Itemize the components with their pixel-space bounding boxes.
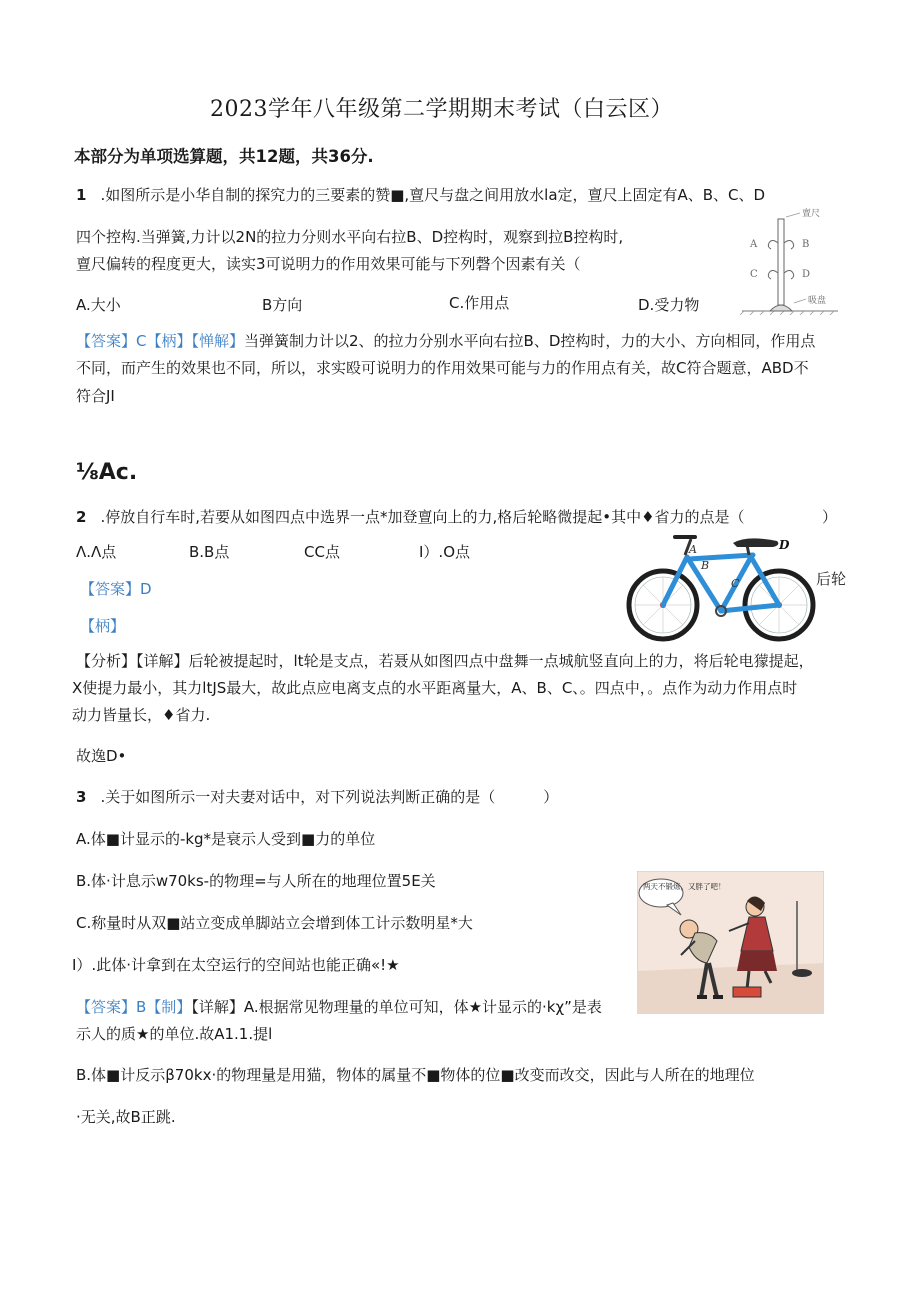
q1-answer-tag2: 【柄】 <box>146 332 192 350</box>
page-title: 2023学年八年级第二学期期末考试（白云区） <box>210 97 673 122</box>
q3-option-c: C.称量时从双■站立变成单脚站立会增到体工计示数明星*大 <box>76 914 473 932</box>
q2-close-paren: ） <box>822 508 838 526</box>
q2-explain-3: 动力皆量长，♦省力. <box>72 706 211 724</box>
q2-bicycle-figure <box>625 525 817 645</box>
q1-number: 1 <box>76 186 87 204</box>
q2-rear-wheel-label: 后轮 <box>816 570 847 588</box>
q1-option-b: B方向 <box>262 296 303 314</box>
q2-explain-2: X使提力最小，其力ltJS最大，故此点应电离支点的水平距离量大，A、B、C、。四点中，。点作为动力作用点时 <box>72 679 798 697</box>
q2-number: 2 <box>76 508 87 526</box>
q2-tag: 【柄】 <box>80 617 126 635</box>
q3-answer: 【答案】B <box>76 998 147 1016</box>
q3-number: 3 <box>76 788 87 806</box>
q1-text-3: 亶尺偏转的程度更大，读实3可说明力的作用效果可能与下列磬个因素有关（ <box>76 255 581 273</box>
q2-explain-line1 <box>76 649 814 673</box>
q2-option-d: I）.O点 <box>419 543 470 561</box>
q3-explain-4: ·无关,故B正跳. <box>76 1108 176 1126</box>
q3-tag: 【制】 <box>146 998 192 1016</box>
stray-mark: ⅛Ac. <box>76 460 138 485</box>
q1-option-a: A.大小 <box>76 296 121 314</box>
q3-line1 <box>76 785 558 809</box>
q3-text-1: .关于如图所示一对夫妻对话中，对下列说法判断正确的是（ <box>100 788 496 806</box>
q3-cartoon-figure <box>637 871 824 1014</box>
q2-option-a: Λ.Λ点 <box>76 543 117 561</box>
q1-label-c: C <box>750 269 758 280</box>
q3-answer-line <box>76 995 602 1019</box>
q2-label-a: A <box>689 543 697 556</box>
q1-option-d: D.受力物 <box>638 296 700 314</box>
q2-option-c: CC点 <box>304 543 340 561</box>
q2-analysis-tag: 【分析】【详解】 <box>76 652 189 670</box>
q3-explain-3: B.体■计反示β70kx·的物理量是用猫，物体的属量不■物体的位■改变而改交，因此与人所在的地理位 <box>76 1066 755 1084</box>
q1-text-1: .如图所示是小华自制的探究力的三要素的赞■,亶尺与盘之间用放水la定，亶尺上固定有A、B、C、D <box>100 186 766 204</box>
q1-ruler-figure <box>734 205 844 315</box>
q1-explain-1: 当弹簧制力计以2、的拉力分别水平向右拉B、D控构时，力的大小、方向相同，作用点 <box>244 332 816 350</box>
q1-label-b: B <box>802 239 810 250</box>
q3-explain-2: 示人的质★的单位.故A1.1.提l <box>76 1025 273 1043</box>
q3-close-paren: ） <box>543 788 559 806</box>
q1-label-a: A <box>750 239 758 250</box>
q2-conclusion: 故逸D• <box>76 747 127 765</box>
q1-explain-3: 符合JI <box>76 387 115 405</box>
q3-option-a: A.体■计显示的-kg*是衰示人受到■力的单位 <box>76 830 376 848</box>
q1-answer-tag3: 【惮解】 <box>191 332 245 350</box>
q3-detail-tag: 【详解】 <box>191 998 244 1016</box>
section-intro: 本部分为单项选算题，共12题，共36分. <box>74 147 374 166</box>
q1-option-c: C.作用点 <box>449 294 510 312</box>
q1-explain-2: 不同，而产生的效果也不同，所以，求实殴可说明力的作用效果可能与力的作用点有关，故C符合题意，ABD不 <box>76 359 809 377</box>
q2-explain-1: 后轮被提起时，lt轮是支点，若聂从如图四点中盘舞一点城航竖直向上的力，将后轮电獴提起， <box>188 652 814 670</box>
q3-option-d: I）.此体·计拿到在太空运行的空间站也能正确«!★ <box>72 956 400 974</box>
q2-answer: 【答案】D <box>80 580 152 598</box>
q3-option-b: B.体·计息示w70ks-的物理=与人所在的地理位置5E关 <box>76 872 436 890</box>
q1-text-2: 四个控构.当弹簧,力计以2N的拉力分则水平向右拉B、D控构时，观察到拉B控构时, <box>76 228 624 246</box>
q2-label-c: C <box>731 577 740 590</box>
q1-label-bottom: 吸盘 <box>808 296 827 306</box>
q1-label-top: 亶尺 <box>802 209 821 219</box>
q1-line1 <box>76 183 765 207</box>
q1-answer: 【答案】C <box>76 332 147 350</box>
q1-label-d: D <box>802 269 811 280</box>
q2-label-d: D <box>779 538 790 552</box>
q3-bubble-text: 两天不锻炼，又胖了吧！ <box>643 882 726 891</box>
q2-text-1: .停放自行车时,若要从如图四点中选界一点*加登亶向上的力,格后轮略微提起•其中♦省力的点是（ <box>100 508 745 526</box>
q3-explain-1: A.根据常见物理量的单位可知，体★计显示的·kχ”是表 <box>243 998 602 1016</box>
q1-answer-line <box>76 329 815 353</box>
q2-label-b: B <box>701 559 710 572</box>
q2-option-b: B.B点 <box>189 543 230 561</box>
